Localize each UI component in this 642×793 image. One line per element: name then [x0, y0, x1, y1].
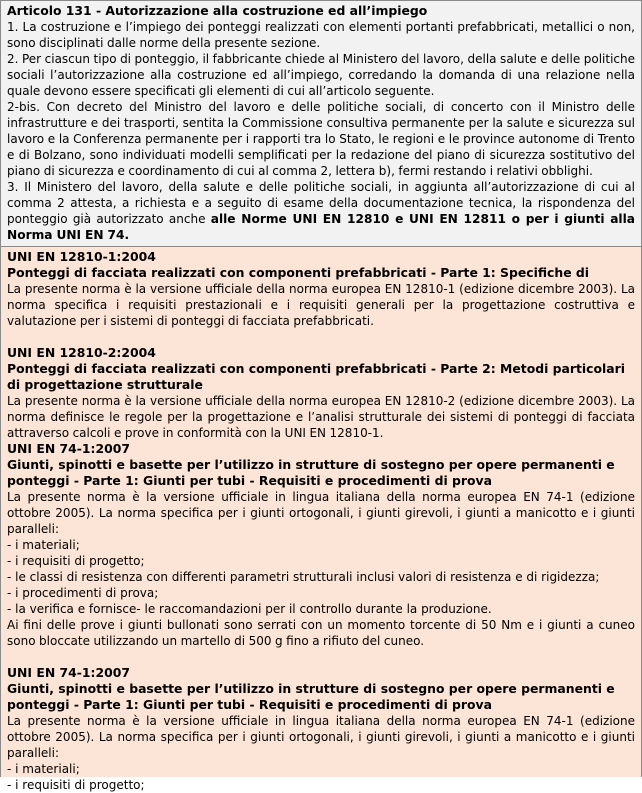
norm-title: Ponteggi di facciata realizzati con componenti prefabbricati - Parte 2: Metodi particolari di progettazione strutturale: [7, 361, 625, 392]
norm-list-item: - i materiali;: [7, 762, 80, 776]
norm-code: UNI EN 74-1:2007: [7, 441, 130, 456]
article-paragraph-1: 1. La costruzione e l’impiego dei ponteggi realizzati con elementi portanti prefabbricati, metallici o non, sono disciplinati dalle norme della presente sezione.: [7, 20, 635, 50]
norm-code: UNI EN 12810-2:2004: [7, 345, 156, 360]
article-paragraph-3-bold: alle Norme UNI EN 12810 e UNI EN 12811 o per i giunti alla Norma UNI EN 74.: [7, 212, 635, 242]
norm-item: [7, 249, 635, 329]
norm-list-item: - le classi di resistenza con differenti parametri strutturali inclusi valori di resistenza e di rigidezza;: [7, 570, 600, 584]
norm-description: La presente norma è la versione ufficiale della norma europea EN 12810-1 (edizione dicembre 2003). La norma specifica i requisiti prestazionali e i requisiti generali per la progettazione costruttiva e valutazione per i sistemi di ponteggi di facciata prefabbricati.: [7, 282, 635, 328]
norm-list-item: - i materiali;: [7, 538, 80, 552]
norm-list-item: - la verifica e fornisce- le raccomandazioni per il controllo durante la produzione.: [7, 602, 492, 616]
norm-title: Giunti, spinotti e basette per l’utilizzo in strutture di sostegno per opere permanenti e ponteggi - Parte 1: Giunti per tubi - Requisiti e procedimenti di prova: [7, 681, 615, 712]
norm-list-item: - i requisiti di progetto;: [7, 778, 145, 792]
norm-code: UNI EN 74-1:2007: [7, 665, 130, 680]
article-heading: Articolo 131 - Autorizzazione alla costruzione ed all’impiego: [7, 3, 428, 18]
norm-title: Ponteggi di facciata realizzati con componenti prefabbricati - Parte 1: Specifiche di: [7, 265, 590, 280]
norm-item: [7, 345, 635, 441]
norm-description: La presente norma è la versione ufficiale della norma europea EN 12810-2 (edizione dicembre 2003). La norma definisce le regole per la progettazione e l’analisi strutturale dei sistemi di ponteggi di facciata attraverso calcoli e prove in conformità con la UNI EN 12810-1.: [7, 394, 635, 440]
norm-list-item: - i requisiti di progetto;: [7, 554, 145, 568]
norm-title: Giunti, spinotti e basette per l’utilizzo in strutture di sostegno per opere permanenti e ponteggi - Parte 1: Giunti per tubi - Requisiti e procedimenti di prova: [7, 457, 615, 488]
norm-description: La presente norma è la versione ufficiale in lingua italiana della norma europea EN 74-1 (edizione ottobre 2005). La norma specifica per i giunti ortogonali, i giunti girevoli, i giunti a manicotto e i giunti paralleli:: [7, 714, 635, 760]
article-paragraph-2-bis: 2-bis. Con decreto del Ministro del lavoro e delle politiche sociali, di concerto con il Ministro delle infrastrutture e dei trasporti, sentita la Commissione consultiva permanente per la salute e sicurezza sul lavoro e la Conferenza permanente per i rapporti tra lo Stato, le regioni e le province autonome di Trento e di Bolzano, sono individuati modelli semplificati per la redazione del piano di sicurezza sostitutivo del piano di sicurezza e coordinamento di cui al comma 2, lettera b), fermi restando i relativi obblighi.: [7, 100, 635, 178]
article-131-section: [1, 1, 641, 247]
article-paragraph-3: [7, 179, 635, 243]
norm-item: [7, 441, 635, 649]
norm-extra-note: Ai fini delle prove i giunti bullonati sono serrati con un momento torcente di 50 Nm e i giunti a cuneo sono bloccate utilizzando un martello di 500 g fino a rifiuto del cuneo.: [7, 618, 635, 648]
norms-section: [1, 247, 641, 792]
norm-list-item: - i procedimenti di prova;: [7, 586, 159, 600]
article-paragraph-3-text: 3. Il Ministero del lavoro, della salute e delle politiche sociali, in aggiunta all’autorizzazione di cui al comma 2 attesta, a richiesta e a seguito di esame della documentazione tecnica, la rispondenza del ponteggio già autorizzato anche: [7, 180, 635, 226]
norm-code: UNI EN 12810-1:2004: [7, 249, 156, 264]
norm-item: [7, 665, 635, 793]
norm-description: La presente norma è la versione ufficiale in lingua italiana della norma europea EN 74-1 (edizione ottobre 2005). La norma specifica per i giunti ortogonali, i giunti girevoli, i giunti a manicotto e i giunti paralleli:: [7, 490, 635, 536]
article-paragraph-2: 2. Per ciascun tipo di ponteggio, il fabbricante chiede al Ministero del lavoro, della salute e delle politiche sociali l’autorizzazione alla costruzione ed all’impiego, corredando la domanda di una relazione nella quale devono essere specificati gli elementi di cui all’articolo seguente.: [7, 52, 635, 98]
